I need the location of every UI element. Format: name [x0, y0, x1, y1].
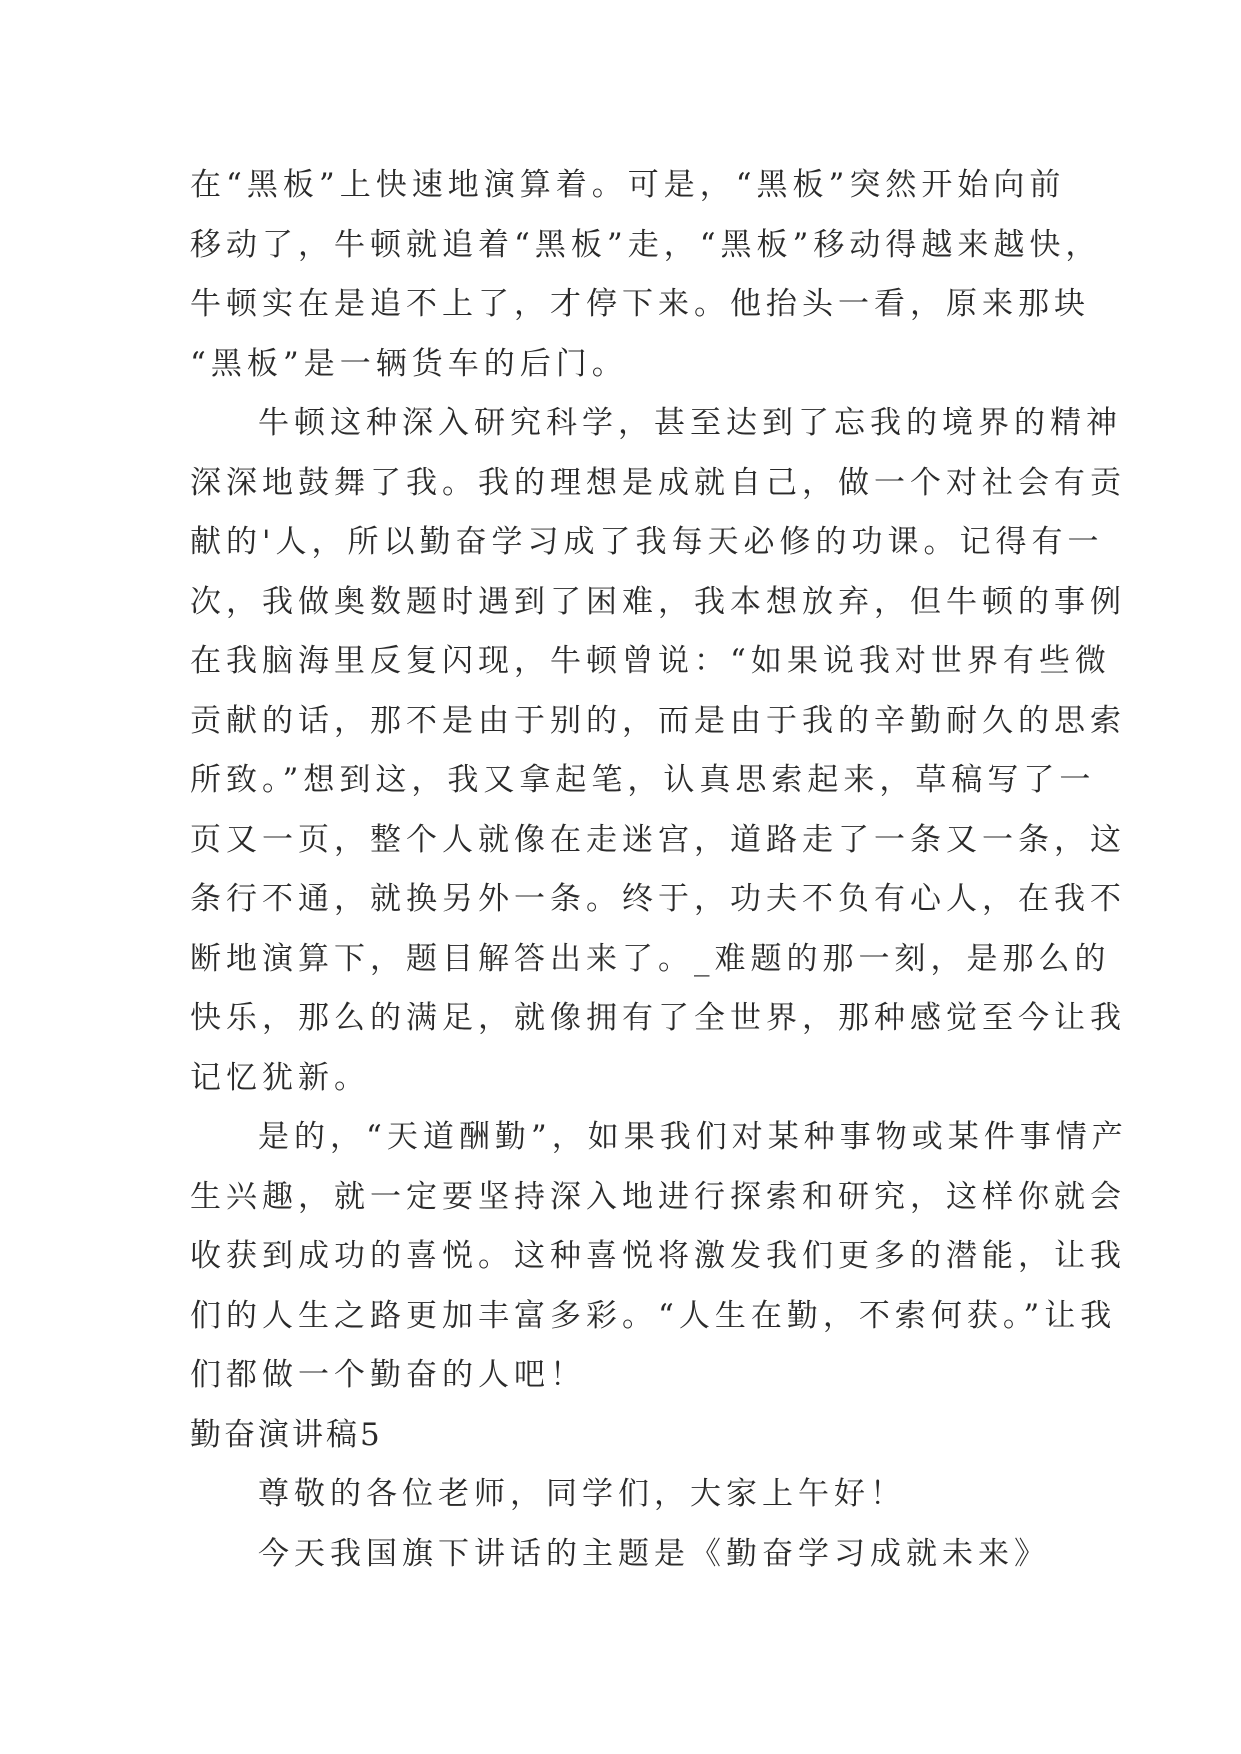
paragraph-line: 页又一页，整个人就像在走迷宫，道路走了一条又一条，这 — [190, 821, 1126, 858]
paragraph-line: 快乐，那么的满足，就像拥有了全世界，那种感觉至今让我 — [190, 1000, 1126, 1036]
paragraph-line: 断地演算下，题目解答出来了。_难题的那一刻，是那么的 — [190, 940, 1111, 977]
paragraph-line: 次，我做奥数题时遇到了困难，我本想放弃，但牛顿的事例 — [190, 583, 1126, 620]
paragraph-line: 贡献的话，那不是由于别的，而是由于我的辛勤耐久的思索 — [190, 702, 1126, 739]
paragraph-line: 记忆犹新。 — [190, 1059, 370, 1096]
paragraph-line: 们的人生之路更加丰富多彩。“人生在勤，不索何获。”让我 — [190, 1297, 1117, 1334]
paragraph-line: 所致。”想到这，我又拿起笔，认真思索起来，草稿写了一 — [190, 762, 1096, 798]
paragraph-line: 牛顿实在是追不上了，才停下来。他抬头一看，原来那块 — [190, 286, 1090, 322]
paragraph-line: 在“黑板”上快速地演算着。可是，“黑板”突然开始向前 — [190, 167, 1066, 203]
paragraph-line: 生兴趣，就一定要坚持深入地进行探索和研究，这样你就会 — [190, 1178, 1126, 1215]
paragraph-line: 牛顿这种深入研究科学，甚至达到了忘我的境界的精神 — [258, 405, 1122, 441]
paragraph-line: 在我脑海里反复闪现，牛顿曾说：“如果说我对世界有些微 — [190, 643, 1111, 679]
paragraph-line: 今天我国旗下讲话的主题是《勤奋学习成就未来》 — [258, 1535, 1050, 1572]
paragraph-line: “黑板”是一辆货车的后门。 — [190, 345, 628, 382]
section-heading: 勤奋演讲稿5 — [190, 1416, 383, 1453]
paragraph-line: 们都做一个勤奋的人吧！ — [190, 1357, 586, 1393]
paragraph-line: 条行不通，就换另外一条。终于，功夫不负有心人，在我不 — [190, 881, 1126, 917]
paragraph-line: 收获到成功的喜悦。这种喜悦将激发我们更多的潜能，让我 — [190, 1238, 1126, 1274]
paragraph-line: 献的'人，所以勤奋学习成了我每天必修的功课。记得有一 — [190, 524, 1104, 560]
paragraph-line: 深深地鼓舞了我。我的理想是成就自己，做一个对社会有贡 — [190, 464, 1126, 501]
paragraph-line: 尊敬的各位老师，同学们，大家上午好！ — [258, 1476, 906, 1512]
document-body — [190, 156, 1128, 1584]
paragraph-line: 是的，“天道酬勤”，如果我们对某种事物或某件事情产 — [258, 1119, 1128, 1155]
paragraph-line: 移动了，牛顿就追着“黑板”走，“黑板”移动得越来越快， — [190, 226, 1102, 263]
